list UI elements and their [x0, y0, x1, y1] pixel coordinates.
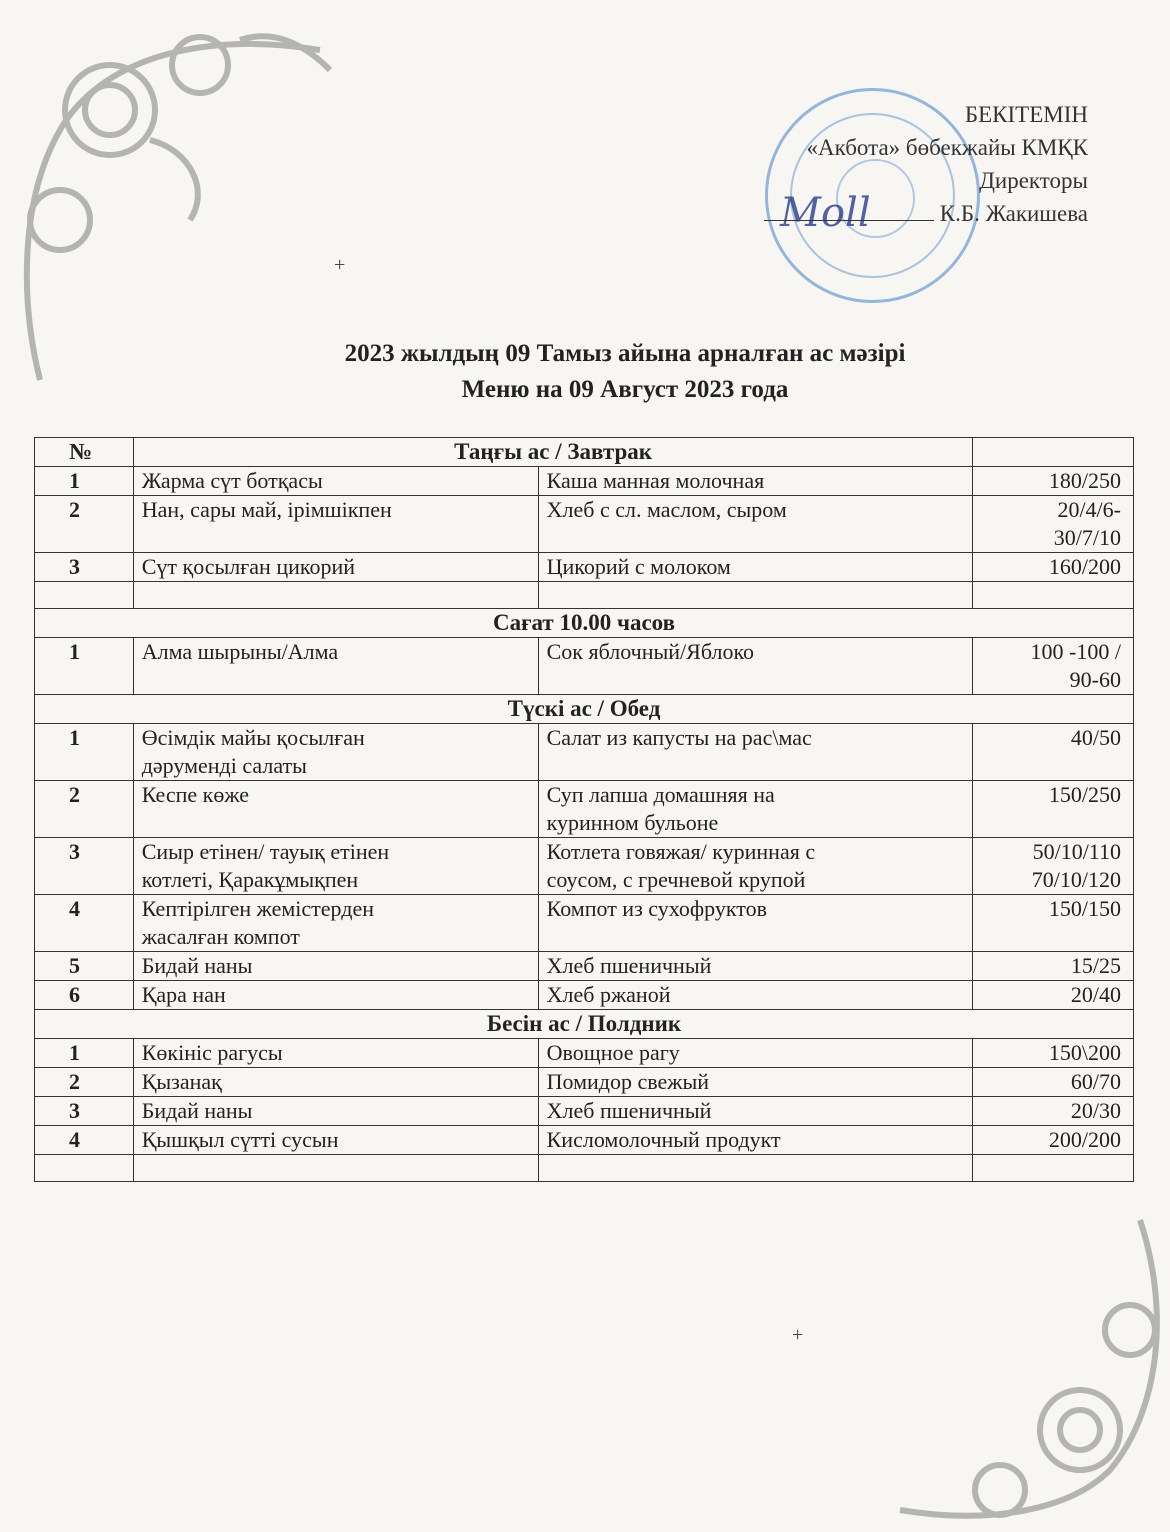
menu-row [35, 952, 1134, 981]
dish-name-kz: Бидай наны [133, 1097, 538, 1126]
portion-size: 15/25 [973, 952, 1134, 981]
dish-name-ru [538, 582, 973, 609]
approval-position: Директоры [979, 168, 1088, 193]
approval-block [764, 98, 1088, 230]
portion-size: 160/200 [973, 553, 1134, 582]
dish-name-ru: Суп лапша домашняя на куринном бульоне [538, 781, 973, 838]
dish-name-ru: Кисломолочный продукт [538, 1126, 973, 1155]
dish-name-kz: Жарма сүт ботқасы [133, 467, 538, 496]
row-number [35, 582, 134, 609]
section-title: Таңғы ас / Завтрак [133, 438, 973, 467]
menu-row [35, 638, 1134, 695]
menu-row [35, 496, 1134, 553]
row-number: 1 [35, 724, 134, 781]
portion-size: 200/200 [973, 1126, 1134, 1155]
menu-row [35, 467, 1134, 496]
dish-name-ru: Компот из сухофруктов [538, 895, 973, 952]
dish-name-kz: Көкініс рагусы [133, 1039, 538, 1068]
section-title: Бесін ас / Полдник [35, 1010, 1134, 1039]
menu-row [35, 1068, 1134, 1097]
row-number: 2 [35, 496, 134, 553]
dish-name-kz [133, 1155, 538, 1182]
num-header: № [35, 438, 134, 467]
dish-name-kz: Нан, сары май, ірімшікпен [133, 496, 538, 553]
dish-name-kz: Қышқыл сүтті сусын [133, 1126, 538, 1155]
portion-size: 20/4/6- 30/7/10 [973, 496, 1134, 553]
portion-size: 180/250 [973, 467, 1134, 496]
menu-row [35, 895, 1134, 952]
dish-name-ru: Цикорий с молоком [538, 553, 973, 582]
row-number: 4 [35, 1126, 134, 1155]
dish-name-kz: Кеспе көже [133, 781, 538, 838]
menu-row [35, 1097, 1134, 1126]
portion-size: 150/150 [973, 895, 1134, 952]
dish-name-kz: Кептірілген жемістерден жасалған компот [133, 895, 538, 952]
menu-row [35, 1126, 1134, 1155]
row-number: 6 [35, 981, 134, 1010]
portion-header [973, 438, 1134, 467]
portion-size [973, 582, 1134, 609]
dish-name-ru: Сок яблочный/Яблоко [538, 638, 973, 695]
dish-name-ru: Хлеб пшеничный [538, 1097, 973, 1126]
title-ru: Меню на 09 Август 2023 года [461, 376, 789, 403]
section-header [35, 438, 1134, 467]
signature: Moll [780, 190, 871, 236]
section-header [35, 1010, 1134, 1039]
menu-row [35, 553, 1134, 582]
dish-name-kz: Өсімдік майы қосылған дәруменді салаты [133, 724, 538, 781]
portion-size: 150/250 [973, 781, 1134, 838]
ornament-bottom-right-icon [880, 1210, 1170, 1532]
cross-mark-icon: + [792, 1324, 804, 1346]
dish-name-ru: Хлеб с сл. маслом, сыром [538, 496, 973, 553]
row-number: 4 [35, 895, 134, 952]
section-title: Сағат 10.00 часов [35, 609, 1134, 638]
section-header [35, 695, 1134, 724]
dish-name-kz: Қара нан [133, 981, 538, 1010]
menu-table [34, 437, 1134, 1182]
section-title: Түскі ас / Обед [35, 695, 1134, 724]
menu-row [35, 1039, 1134, 1068]
row-number [35, 1155, 134, 1182]
dish-name-ru: Салат из капусты на рас\мас [538, 724, 973, 781]
row-number: 1 [35, 638, 134, 695]
dish-name-ru: Помидор свежый [538, 1068, 973, 1097]
portion-size: 60/70 [973, 1068, 1134, 1097]
row-number: 3 [35, 1097, 134, 1126]
approval-name: К.Б. Жакишева [939, 201, 1088, 226]
portion-size: 50/10/110 70/10/120 [973, 838, 1134, 895]
dish-name-kz: Сиыр етінен/ тауық етінен котлеті, Қаракұмықпен [133, 838, 538, 895]
section-header [35, 609, 1134, 638]
dish-name-kz: Сүт қосылған цикорий [133, 553, 538, 582]
approval-org: «Акбота» бөбекжайы КМҚК [806, 135, 1088, 160]
menu-row [35, 838, 1134, 895]
dish-name-kz [133, 582, 538, 609]
dish-name-ru: Хлеб пшеничный [538, 952, 973, 981]
dish-name-ru: Овощное рагу [538, 1039, 973, 1068]
dish-name-kz: Бидай наны [133, 952, 538, 981]
portion-size: 20/40 [973, 981, 1134, 1010]
menu-row [35, 582, 1134, 609]
portion-size [973, 1155, 1134, 1182]
title-kz: 2023 жылдың 09 Тамыз айына арналған ас мәзірі [344, 340, 906, 367]
row-number: 3 [35, 838, 134, 895]
dish-name-kz: Алма шырыны/Алма [133, 638, 538, 695]
dish-name-kz: Қызанақ [133, 1068, 538, 1097]
approval-heading: БЕКІТЕМІН [964, 102, 1088, 127]
dish-name-ru [538, 1155, 973, 1182]
signature-line [764, 220, 934, 221]
row-number: 5 [35, 952, 134, 981]
menu-row [35, 1155, 1134, 1182]
menu-row [35, 981, 1134, 1010]
row-number: 2 [35, 1068, 134, 1097]
dish-name-ru: Котлета говяжая/ куринная с соусом, с гречневой крупой [538, 838, 973, 895]
row-number: 3 [35, 553, 134, 582]
portion-size: 40/50 [973, 724, 1134, 781]
menu-row [35, 724, 1134, 781]
row-number: 1 [35, 467, 134, 496]
row-number: 2 [35, 781, 134, 838]
cross-mark-icon: + [334, 254, 346, 276]
portion-size: 20/30 [973, 1097, 1134, 1126]
dish-name-ru: Хлеб ржаной [538, 981, 973, 1010]
portion-size: 100 -100 / 90-60 [973, 638, 1134, 695]
menu-row [35, 781, 1134, 838]
portion-size: 150\200 [973, 1039, 1134, 1068]
row-number: 1 [35, 1039, 134, 1068]
dish-name-ru: Каша манная молочная [538, 467, 973, 496]
